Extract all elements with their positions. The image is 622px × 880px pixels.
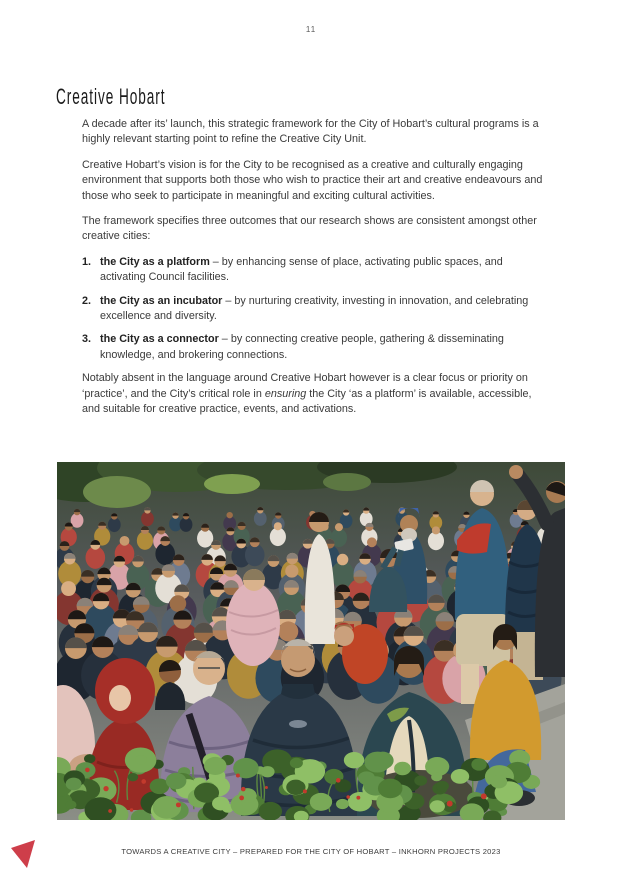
list-item — [82, 255, 544, 286]
footer-text: TOWARDS A CREATIVE CITY – PREPARED FOR THE CITY OF HOBART – INKHORN PROJECTS 2023 — [121, 847, 501, 856]
list-item-lead: the City as a connector — [100, 333, 219, 346]
crowd-photo — [57, 462, 565, 820]
list-item-number: 1. — [82, 255, 92, 268]
list-item-lead: the City as a platform — [100, 255, 210, 268]
list-item-text: – by enhancing sense of place, activating public spaces, and activating Council facilities. — [100, 255, 503, 284]
list-item-number: 3. — [82, 333, 92, 346]
closing-italic: ensuring — [264, 387, 307, 400]
list-item — [82, 332, 544, 363]
list-item-text: – by connecting creative people, gathering & disseminating knowledge, and brokering connections. — [100, 333, 504, 361]
paragraph-vision: Creative Hobart’s vision is for the City to be recognised as a creative and culturally engaging environment that supports both those who wish to practice their art and creative endeavours and those who seek to participate in meaningful and exciting cultural activities. — [82, 158, 543, 202]
closing-text: the City ‘as a platform’ is available, accessible, and suitable for creative practice, events, and activations. — [82, 387, 532, 416]
list-item-number: 2. — [82, 294, 92, 307]
page-number: 11 — [305, 25, 317, 34]
closing-text: Notably absent in the language around Creative Hobart however is a clear focus or priority on ‘practice’, and the City’s critical role in — [82, 372, 528, 400]
crowd-photo-illustration — [57, 462, 565, 820]
body-text — [82, 117, 544, 428]
list-item-text: – by nurturing creativity, investing in innovation, and celebrating excellence and diversity. — [100, 294, 529, 323]
paragraph-intro: A decade after its’ launch, this strategic framework for the City of Hobart’s cultural programs is a highly relevant starting point to refine the Creative City Unit. — [82, 118, 539, 146]
page-title: Creative Hobart — [56, 84, 166, 109]
paragraph-framework: The framework specifies three outcomes that our research shows are consistent amongst other creative cities: — [82, 215, 537, 243]
list-item-lead: the City as an incubator — [100, 294, 223, 307]
list-item — [82, 294, 544, 325]
outcomes-list — [82, 255, 544, 363]
paragraph-closing — [82, 371, 544, 417]
